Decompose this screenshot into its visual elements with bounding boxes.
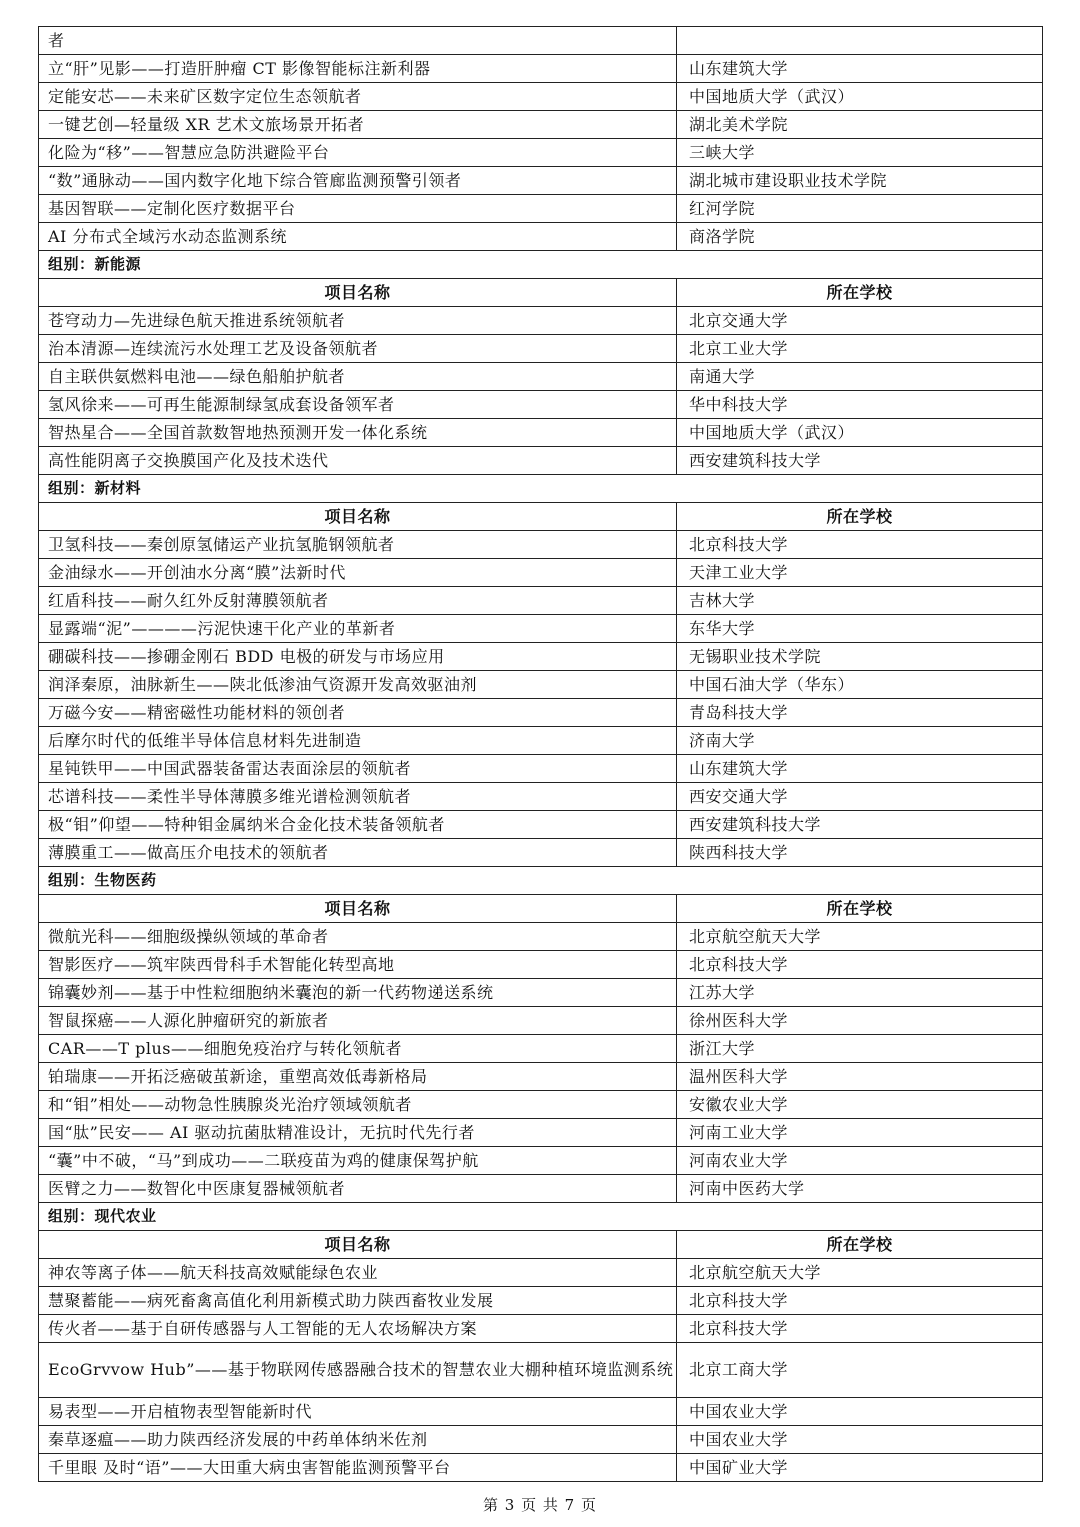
school-cell: 商洛学院	[677, 223, 1043, 251]
project-name-cell: 智影医疗——筑牢陕西骨科手术智能化转型高地	[39, 951, 677, 979]
school-cell: 湖北美术学院	[677, 111, 1043, 139]
school-cell: 北京科技大学	[677, 531, 1043, 559]
project-name-cell: 和“钼”相处——动物急性胰腺炎光治疗领域领航者	[39, 1091, 677, 1119]
column-header-row	[39, 279, 1043, 307]
project-name-cell: 治本清源—连续流污水处理工艺及设备领航者	[39, 335, 677, 363]
column-header-project-name: 项目名称	[39, 279, 677, 307]
school-cell	[677, 27, 1043, 55]
project-name-cell: 医臂之力——数智化中医康复器械领航者	[39, 1175, 677, 1203]
table-row	[39, 55, 1043, 83]
table-row	[39, 727, 1043, 755]
table-row	[39, 1398, 1043, 1426]
table-row	[39, 1259, 1043, 1287]
group-label: 组别：新能源	[39, 251, 1043, 279]
table-row	[39, 391, 1043, 419]
table-row	[39, 1426, 1043, 1454]
group-label: 组别：现代农业	[39, 1203, 1043, 1231]
table-row	[39, 1119, 1043, 1147]
school-cell: 安徽农业大学	[677, 1091, 1043, 1119]
group-heading-row	[39, 867, 1043, 895]
project-name-cell: AI 分布式全域污水动态监测系统	[39, 223, 677, 251]
project-name-cell: 一键艺创—轻量级 XR 艺术文旅场景开拓者	[39, 111, 677, 139]
project-name-cell: 氢风徐来——可再生能源制绿氢成套设备领军者	[39, 391, 677, 419]
school-cell: 山东建筑大学	[677, 755, 1043, 783]
school-cell: 中国矿业大学	[677, 1454, 1043, 1482]
table-row	[39, 195, 1043, 223]
project-name-cell: 传火者——基于自研传感器与人工智能的无人农场解决方案	[39, 1315, 677, 1343]
table-row	[39, 1287, 1043, 1315]
school-cell: 浙江大学	[677, 1035, 1043, 1063]
group-heading-row	[39, 251, 1043, 279]
school-cell: 西安交通大学	[677, 783, 1043, 811]
table-row	[39, 167, 1043, 195]
school-cell: 济南大学	[677, 727, 1043, 755]
table-row	[39, 811, 1043, 839]
school-cell: 江苏大学	[677, 979, 1043, 1007]
project-name-cell: 立“肝”见影——打造肝肿瘤 CT 影像智能标注新利器	[39, 55, 677, 83]
school-cell: 西安建筑科技大学	[677, 447, 1043, 475]
school-cell: 河南工业大学	[677, 1119, 1043, 1147]
project-name-cell: 星钝铁甲——中国武器装备雷达表面涂层的领航者	[39, 755, 677, 783]
table-row	[39, 83, 1043, 111]
school-cell: 华中科技大学	[677, 391, 1043, 419]
project-name-cell: 化险为“移”——智慧应急防洪避险平台	[39, 139, 677, 167]
table-row	[39, 363, 1043, 391]
school-cell: 东华大学	[677, 615, 1043, 643]
column-header-project-name: 项目名称	[39, 1231, 677, 1259]
project-name-cell: 者	[39, 27, 677, 55]
table-row	[39, 1454, 1043, 1482]
table-row	[39, 671, 1043, 699]
school-cell: 中国农业大学	[677, 1426, 1043, 1454]
school-cell: 北京工商大学	[677, 1343, 1043, 1398]
school-cell: 天津工业大学	[677, 559, 1043, 587]
column-header-row	[39, 895, 1043, 923]
project-name-cell: 高性能阴离子交换膜国产化及技术迭代	[39, 447, 677, 475]
school-cell: 北京工业大学	[677, 335, 1043, 363]
page-footer: 第 3 页 共 7 页	[483, 1496, 597, 1514]
school-cell: 北京航空航天大学	[677, 1259, 1043, 1287]
table-row	[39, 699, 1043, 727]
table-row	[39, 419, 1043, 447]
table-row	[39, 1035, 1043, 1063]
project-name-cell: 智鼠探癌——人源化肿瘤研究的新旅者	[39, 1007, 677, 1035]
table-row	[39, 1091, 1043, 1119]
project-name-cell: 苍穹动力—先进绿色航天推进系统领航者	[39, 307, 677, 335]
project-name-cell: 慧聚蓄能——病死畜禽高值化利用新模式助力陕西畜牧业发展	[39, 1287, 677, 1315]
school-cell: 山东建筑大学	[677, 55, 1043, 83]
school-cell: 北京科技大学	[677, 1287, 1043, 1315]
project-name-cell: 定能安芯——未来矿区数字定位生态领航者	[39, 83, 677, 111]
table-row	[39, 335, 1043, 363]
project-name-cell: 自主联供氨燃料电池——绿色船舶护航者	[39, 363, 677, 391]
table-row	[39, 223, 1043, 251]
school-cell: 南通大学	[677, 363, 1043, 391]
project-name-cell: 神农等离子体——航天科技高效赋能绿色农业	[39, 1259, 677, 1287]
table-row	[39, 587, 1043, 615]
group-label: 组别：新材料	[39, 475, 1043, 503]
table-row	[39, 1343, 1043, 1398]
project-name-cell: 万磁今安——精密磁性功能材料的领创者	[39, 699, 677, 727]
table-row	[39, 615, 1043, 643]
school-cell: 红河学院	[677, 195, 1043, 223]
group-label: 组别：生物医药	[39, 867, 1043, 895]
school-cell: 无锡职业技术学院	[677, 643, 1043, 671]
project-name-cell: EcoGrvvow Hub”——基于物联网传感器融合技术的智慧农业大棚种植环境监测系统	[39, 1343, 677, 1398]
group-heading-row	[39, 1203, 1043, 1231]
table-row	[39, 923, 1043, 951]
table-row	[39, 1315, 1043, 1343]
project-name-cell: 润泽秦原，油脉新生——陕北低渗油气资源开发高效驱油剂	[39, 671, 677, 699]
project-name-cell: 易表型——开启植物表型智能新时代	[39, 1398, 677, 1426]
school-cell: 北京航空航天大学	[677, 923, 1043, 951]
project-name-cell: 显露端“泥”————污泥快速干化产业的革新者	[39, 615, 677, 643]
column-header-school: 所在学校	[677, 279, 1043, 307]
school-cell: 北京科技大学	[677, 951, 1043, 979]
project-name-cell: 秦草逐瘟——助力陕西经济发展的中药单体纳米佐剂	[39, 1426, 677, 1454]
table-row	[39, 643, 1043, 671]
project-name-cell: 红盾科技——耐久红外反射薄膜领航者	[39, 587, 677, 615]
school-cell: 湖北城市建设职业技术学院	[677, 167, 1043, 195]
table-row	[39, 1007, 1043, 1035]
group-heading-row	[39, 475, 1043, 503]
column-header-school: 所在学校	[677, 895, 1043, 923]
project-name-cell: “数”通脉动——国内数字化地下综合管廊监测预警引领者	[39, 167, 677, 195]
column-header-row	[39, 503, 1043, 531]
school-cell: 中国石油大学（华东）	[677, 671, 1043, 699]
table-row	[39, 27, 1043, 55]
project-name-cell: 芯谱科技——柔性半导体薄膜多维光谱检测领航者	[39, 783, 677, 811]
project-name-cell: 后摩尔时代的低维半导体信息材料先进制造	[39, 727, 677, 755]
column-header-row	[39, 1231, 1043, 1259]
project-name-cell: 基因智联——定制化医疗数据平台	[39, 195, 677, 223]
school-cell: 河南中医药大学	[677, 1175, 1043, 1203]
table-row	[39, 111, 1043, 139]
school-cell: 河南农业大学	[677, 1147, 1043, 1175]
table-row	[39, 951, 1043, 979]
table-row	[39, 531, 1043, 559]
project-name-cell: 铂瑞康——开拓泛癌破茧新途，重塑高效低毒新格局	[39, 1063, 677, 1091]
project-name-cell: 智热星合——全国首款数智地热预测开发一体化系统	[39, 419, 677, 447]
table-row	[39, 839, 1043, 867]
school-cell: 西安建筑科技大学	[677, 811, 1043, 839]
school-cell: 中国地质大学（武汉）	[677, 419, 1043, 447]
table-row	[39, 307, 1043, 335]
project-name-cell: 千里眼 及时“语”——大田重大病虫害智能监测预警平台	[39, 1454, 677, 1482]
table-row	[39, 139, 1043, 167]
project-name-cell: CAR——T plus——细胞免疫治疗与转化领航者	[39, 1035, 677, 1063]
column-header-school: 所在学校	[677, 1231, 1043, 1259]
column-header-school: 所在学校	[677, 503, 1043, 531]
table-row	[39, 1063, 1043, 1091]
project-name-cell: 卫氢科技——秦创原氢储运产业抗氢脆钢领航者	[39, 531, 677, 559]
project-name-cell: “囊”中不破，“马”到成功——二联疫苗为鸡的健康保驾护航	[39, 1147, 677, 1175]
project-name-cell: 国“肽”民安—— AI 驱动抗菌肽精准设计，无抗时代先行者	[39, 1119, 677, 1147]
column-header-project-name: 项目名称	[39, 503, 677, 531]
table-row	[39, 559, 1043, 587]
project-name-cell: 极“钼”仰望——特种钼金属纳米合金化技术装备领航者	[39, 811, 677, 839]
table-row	[39, 755, 1043, 783]
school-cell: 青岛科技大学	[677, 699, 1043, 727]
school-cell: 中国地质大学（武汉）	[677, 83, 1043, 111]
school-cell: 陕西科技大学	[677, 839, 1043, 867]
table-row	[39, 447, 1043, 475]
column-header-project-name: 项目名称	[39, 895, 677, 923]
school-cell: 三峡大学	[677, 139, 1043, 167]
project-name-cell: 金油绿水——开创油水分离“膜”法新时代	[39, 559, 677, 587]
project-table	[38, 26, 1043, 1482]
project-name-cell: 锦囊妙剂——基于中性粒细胞纳米囊泡的新一代药物递送系统	[39, 979, 677, 1007]
school-cell: 吉林大学	[677, 587, 1043, 615]
project-name-cell: 薄膜重工——做高压介电技术的领航者	[39, 839, 677, 867]
project-name-cell: 硼碳科技——掺硼金刚石 BDD 电极的研发与市场应用	[39, 643, 677, 671]
table-row	[39, 979, 1043, 1007]
project-name-cell: 微航光科——细胞级操纵领域的革命者	[39, 923, 677, 951]
table-row	[39, 783, 1043, 811]
table-row	[39, 1147, 1043, 1175]
school-cell: 温州医科大学	[677, 1063, 1043, 1091]
school-cell: 中国农业大学	[677, 1398, 1043, 1426]
table-row	[39, 1175, 1043, 1203]
school-cell: 徐州医科大学	[677, 1007, 1043, 1035]
school-cell: 北京科技大学	[677, 1315, 1043, 1343]
school-cell: 北京交通大学	[677, 307, 1043, 335]
